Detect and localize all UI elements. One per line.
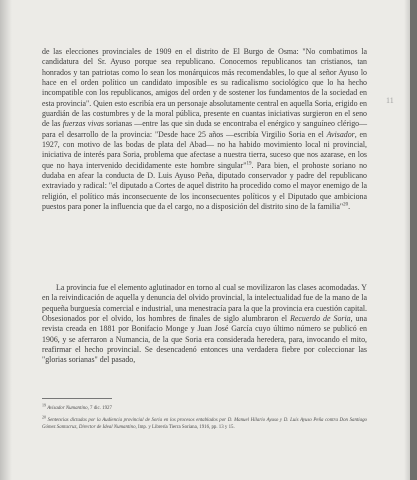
para1-text-e: . bbox=[348, 202, 351, 212]
para1-text-c: , en 1927, con motivo de las bodas de plata del Abad— no ha habido movimiento local ni provincial, iniciativa de interés para Soria, problema que afectase a nuestra tierra, suceso que nos azarase, en los que no haya intervenido decididamente este hombre singular" bbox=[42, 129, 367, 170]
para1-text-b: sorianas —entre las que sin duda se encontraba el enérgico y sanguíneo clérigo— para el desarrollo de la provincia: "Desde hace 25 años —escribía Virgilio Soria en el bbox=[42, 119, 367, 139]
footnote-separator bbox=[42, 398, 112, 399]
body-paragraph-1 bbox=[42, 47, 367, 213]
para2-text-b: , una revista creada en 1881 por Bonifacio Monge y Juan José García cuyo último número se publicó en 1906, y se aferraron a Numancia, de la que Soria era considerada heredera, para, invocando el mito, reafirmar el hecho provincial. Se desencadenó entonces una verdadera fiebre por coleccionar las "glorias sorianas" del pasado, bbox=[42, 314, 367, 365]
footnote-19-date: , 7 dic. 1927 bbox=[87, 406, 112, 411]
para2-italic-recuerdo-de-soria: Recuerdo de Soria bbox=[290, 314, 351, 324]
para1-italic-fuerzas-vivas: fuerzas vivas bbox=[62, 119, 104, 129]
para1-italic-avisador: Avisador bbox=[326, 129, 355, 139]
para1-text-a: de las elecciones provinciales de 1909 en el distrito de El Burgo de Osma: "No combatimos la candidatura del Sr. Ayuso porque sea republicano. Conocemos republicanos tan cristianos, tan honrados y tan patriotas como lo sean los monárquicos más recomendables, lo que al señor Ayuso lo hace en el orden político un candidato imposible es su radicalismo sociológico que lo ha hecho incompatible con los republicanos, amigos del orden y de sostener los fundamentos de la sociedad en esta provincia". Quien esto escribía era un personaje absolutamente central en aquella Soria, erigido en guardián de las costumbres y de la moral pública, presente en cuantas iniciativas surgieron en el seno de las bbox=[42, 47, 367, 129]
page-edge-shade bbox=[404, 0, 410, 480]
para2-text-a: La provincia fue el elemento aglutinador en torno al cual se movilizaron las clases acomodadas. Y en la reivindicación de aquella y denuncia del olvido provincial, la intelectualidad fue de la mano de la pequeña burguesía comercial e industrial, una menestracía para la que la provincia era cuestión capital. Obsesionados por el olvido, los hombres de finales de siglo alumbraron el bbox=[42, 283, 367, 324]
binding-shadow bbox=[0, 0, 12, 480]
footnote-20-title: Sentencias dictadas por la Audiencia provincial de Soria en los procesos entablados por D. Manuel Hilario Ayuso y D. Luis Ayuso Peña contra Don Santiago Gómez Santacruz, Director de Ideal Numantino bbox=[42, 418, 367, 430]
footnote-20 bbox=[42, 414, 367, 431]
footnote-20-publisher: , Imp. y Librería Tierra Soriana, 1916, pp. 13 y 15. bbox=[135, 425, 235, 430]
para1-text-d: . Para bien, el prohoste soriano no dudaba en afear la conducta de D. Luis Ayuso Peña, diputado conservador y padre del republicano extraviado y radical: "el diputado a Cortes de aquel distrito ha procedido como el mayor enemigo de la religión, el político más inconsecuente de los inconsecuentes políticos y el Diputado que ambiciona puestos para poner la influencia que da el cargo, no a disposición del distrito sino de la familia" bbox=[42, 160, 367, 212]
footnote-20-number: 20 bbox=[42, 414, 46, 420]
footnote-19-title: Avisador Numantino bbox=[47, 406, 88, 411]
footnote-19-number: 19 bbox=[42, 402, 46, 408]
body-paragraph-2 bbox=[42, 283, 367, 366]
page-number: 11 bbox=[386, 96, 394, 105]
footnote-ref-19[interactable]: 19 bbox=[246, 161, 252, 167]
footnote-ref-20[interactable]: 20 bbox=[343, 202, 349, 208]
footnote-19 bbox=[42, 402, 367, 412]
